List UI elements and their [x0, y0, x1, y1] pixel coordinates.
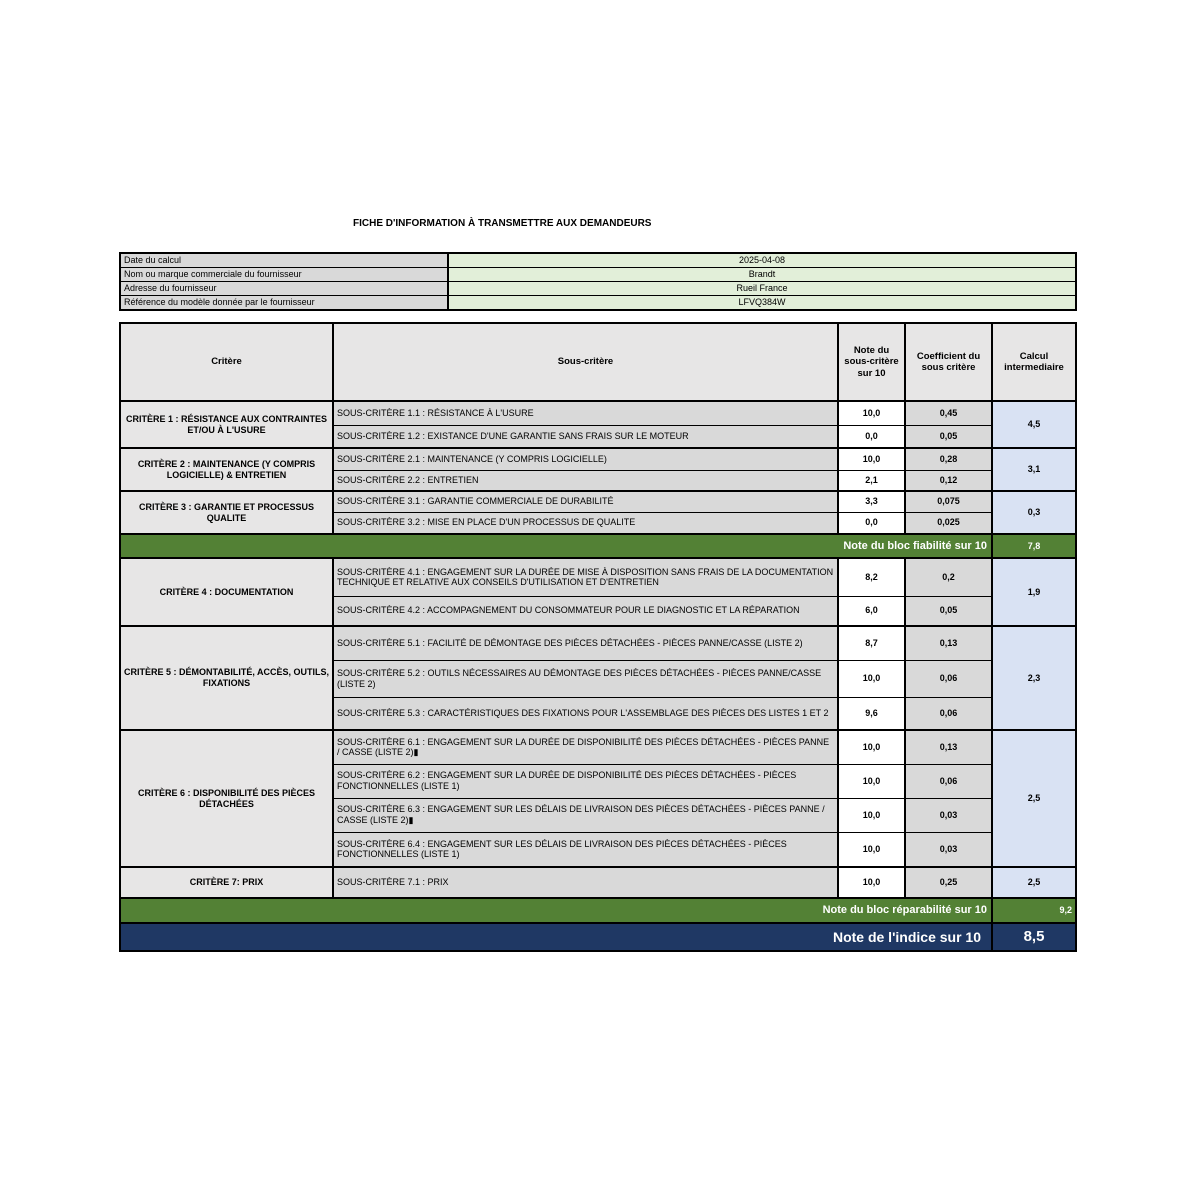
coefficient-cell: 0,075: [905, 491, 992, 512]
coefficient-cell: 0,06: [905, 660, 992, 697]
note-cell: 10,0: [838, 660, 905, 697]
info-value-model: LFVQ384W: [448, 296, 1076, 311]
header-note: Note du sous-critère sur 10: [838, 323, 905, 401]
criterion-cell: CRITÈRE 5 : DÉMONTABILITÉ, ACCÈS, OUTILS, FIXATIONS: [120, 626, 333, 730]
reparabilite-row: [120, 898, 1076, 923]
subcriterion-cell: SOUS-CRITÈRE 3.1 : GARANTIE COMMERCIALE DE DURABILITÉ: [333, 491, 838, 512]
subcriterion-cell: SOUS-CRITÈRE 4.2 : ACCOMPAGNEMENT DU CONSOMMATEUR POUR LE DIAGNOSTIC ET LA RÉPARATION: [333, 596, 838, 626]
calc-cell: 0,3: [992, 491, 1076, 534]
header-critere: Critère: [120, 323, 333, 401]
note-cell: 10,0: [838, 867, 905, 898]
note-cell: 6,0: [838, 596, 905, 626]
reparabilite-label: Note du bloc réparabilité sur 10: [120, 898, 992, 923]
header-sous-critere: Sous-critère: [333, 323, 838, 401]
criterion-cell: CRITÈRE 4 : DOCUMENTATION: [120, 558, 333, 626]
subcriterion-cell: SOUS-CRITÈRE 4.1 : ENGAGEMENT SUR LA DURÉE DE MISE À DISPOSITION SANS FRAIS DE LA DOCUMENTATION TECHNIQUE ET RELATIVE AUX CONSEILS D'UTILISATION ET D'ENTRETIEN: [333, 558, 838, 596]
header-row: [120, 323, 1076, 401]
header-calcul: Calcul intermediaire: [992, 323, 1076, 401]
coefficient-cell: 0,025: [905, 512, 992, 534]
subcriterion-cell: SOUS-CRITÈRE 6.1 : ENGAGEMENT SUR LA DURÉE DE DISPONIBILITÉ DES PIÈCES DÉTACHÉES - PIÈCES PANNE / CASSE (LISTE 2)▮: [333, 730, 838, 764]
subcriterion-cell: SOUS-CRITÈRE 5.3 : CARACTÉRISTIQUES DES FIXATIONS POUR L'ASSEMBLAGE DES PIÈCES DES LISTES 1 ET 2: [333, 697, 838, 730]
coefficient-cell: 0,45: [905, 401, 992, 425]
info-label-model: Référence du modèle donnée par le fournisseur: [120, 296, 448, 311]
supplier-info-table: [119, 252, 1077, 311]
subcriterion-cell: SOUS-CRITÈRE 7.1 : PRIX: [333, 867, 838, 898]
coefficient-cell: 0,12: [905, 470, 992, 491]
indice-label: Note de l'indice sur 10: [120, 923, 992, 951]
criterion-cell: CRITÈRE 3 : GARANTIE ET PROCESSUS QUALITE: [120, 491, 333, 534]
criterion-cell: CRITÈRE 6 : DISPONIBILITÉ DES PIÈCES DÉTACHÉES: [120, 730, 333, 867]
indice-value: 8,5: [992, 923, 1076, 951]
coefficient-cell: 0,05: [905, 425, 992, 448]
table-row: [120, 448, 1076, 470]
note-cell: 8,7: [838, 626, 905, 660]
subcriterion-cell: SOUS-CRITÈRE 2.1 : MAINTENANCE (Y COMPRIS LOGICIELLE): [333, 448, 838, 470]
subcriterion-cell: SOUS-CRITÈRE 6.2 : ENGAGEMENT SUR LA DURÉE DE DISPONIBILITÉ DES PIÈCES DÉTACHÉES - PIÈCES FONCTIONNELLES (LISTE 1): [333, 764, 838, 798]
table-row: [120, 730, 1076, 764]
note-cell: 9,6: [838, 697, 905, 730]
coefficient-cell: 0,2: [905, 558, 992, 596]
table-row: [120, 626, 1076, 660]
criterion-cell: CRITÈRE 1 : RÉSISTANCE AUX CONTRAINTES ET/OU À L'USURE: [120, 401, 333, 448]
note-cell: 2,1: [838, 470, 905, 491]
coefficient-cell: 0,13: [905, 626, 992, 660]
coefficient-cell: 0,13: [905, 730, 992, 764]
info-row: [120, 268, 1076, 282]
info-label-date: Date du calcul: [120, 253, 448, 268]
table-row: [120, 491, 1076, 512]
info-value-date: 2025-04-08: [448, 253, 1076, 268]
note-cell: 0,0: [838, 512, 905, 534]
fiabilite-row: [120, 534, 1076, 558]
coefficient-cell: 0,03: [905, 832, 992, 867]
table-row: [120, 867, 1076, 898]
subcriterion-cell: SOUS-CRITÈRE 1.2 : EXISTANCE D'UNE GARANTIE SANS FRAIS SUR LE MOTEUR: [333, 425, 838, 448]
criterion-cell: CRITÈRE 2 : MAINTENANCE (Y COMPRIS LOGICIELLE) & ENTRETIEN: [120, 448, 333, 491]
subcriterion-cell: SOUS-CRITÈRE 6.3 : ENGAGEMENT SUR LES DÉLAIS DE LIVRAISON DES PIÈCES DÉTACHÉES - PIÈCES PANNE / CASSE (LISTE 2)▮: [333, 798, 838, 832]
calc-cell: 2,5: [992, 867, 1076, 898]
subcriterion-cell: SOUS-CRITÈRE 5.2 : OUTILS NÉCESSAIRES AU DÉMONTAGE DES PIÈCES DÉTACHÉES - PIÈCES PANNE/CASSE (LISTE 2): [333, 660, 838, 697]
info-label-brand: Nom ou marque commerciale du fournisseur: [120, 268, 448, 282]
note-cell: 10,0: [838, 401, 905, 425]
subcriterion-cell: SOUS-CRITÈRE 6.4 : ENGAGEMENT SUR LES DÉLAIS DE LIVRAISON DES PIÈCES DÉTACHÉES - PIÈCES FONCTIONNELLES (LISTE 1): [333, 832, 838, 867]
page-title: FICHE D'INFORMATION À TRANSMETTRE AUX DEMANDEURS: [353, 218, 652, 229]
note-cell: 0,0: [838, 425, 905, 448]
calc-cell: 3,1: [992, 448, 1076, 491]
header-coefficient: Coefficient du sous critère: [905, 323, 992, 401]
coefficient-cell: 0,06: [905, 764, 992, 798]
calc-cell: 2,3: [992, 626, 1076, 730]
criteria-table: [119, 322, 1077, 952]
calc-cell: 2,5: [992, 730, 1076, 867]
subcriterion-cell: SOUS-CRITÈRE 5.1 : FACILITÉ DE DÉMONTAGE DES PIÈCES DÉTACHÉES - PIÈCES PANNE/CASSE (LISTE 2): [333, 626, 838, 660]
note-cell: 8,2: [838, 558, 905, 596]
indice-row: [120, 923, 1076, 951]
note-cell: 3,3: [838, 491, 905, 512]
info-row: [120, 296, 1076, 311]
note-cell: 10,0: [838, 448, 905, 470]
note-cell: 10,0: [838, 798, 905, 832]
info-value-address: Rueil France: [448, 282, 1076, 296]
info-row: [120, 282, 1076, 296]
criterion-cell: CRITÈRE 7: PRIX: [120, 867, 333, 898]
info-label-address: Adresse du fournisseur: [120, 282, 448, 296]
coefficient-cell: 0,03: [905, 798, 992, 832]
subcriterion-cell: SOUS-CRITÈRE 3.2 : MISE EN PLACE D'UN PROCESSUS DE QUALITE: [333, 512, 838, 534]
coefficient-cell: 0,06: [905, 697, 992, 730]
coefficient-cell: 0,25: [905, 867, 992, 898]
calc-cell: 1,9: [992, 558, 1076, 626]
table-row: [120, 401, 1076, 425]
coefficient-cell: 0,28: [905, 448, 992, 470]
note-cell: 10,0: [838, 832, 905, 867]
note-cell: 10,0: [838, 764, 905, 798]
subcriterion-cell: SOUS-CRITÈRE 2.2 : ENTRETIEN: [333, 470, 838, 491]
fiabilite-value: 7,8: [992, 534, 1076, 558]
calc-cell: 4,5: [992, 401, 1076, 448]
note-cell: 10,0: [838, 730, 905, 764]
table-row: [120, 558, 1076, 596]
reparabilite-value: 9,2: [992, 898, 1076, 923]
info-value-brand: Brandt: [448, 268, 1076, 282]
subcriterion-cell: SOUS-CRITÈRE 1.1 : RÉSISTANCE À L'USURE: [333, 401, 838, 425]
coefficient-cell: 0,05: [905, 596, 992, 626]
fiabilite-label: Note du bloc fiabilité sur 10: [120, 534, 992, 558]
info-row: [120, 253, 1076, 268]
